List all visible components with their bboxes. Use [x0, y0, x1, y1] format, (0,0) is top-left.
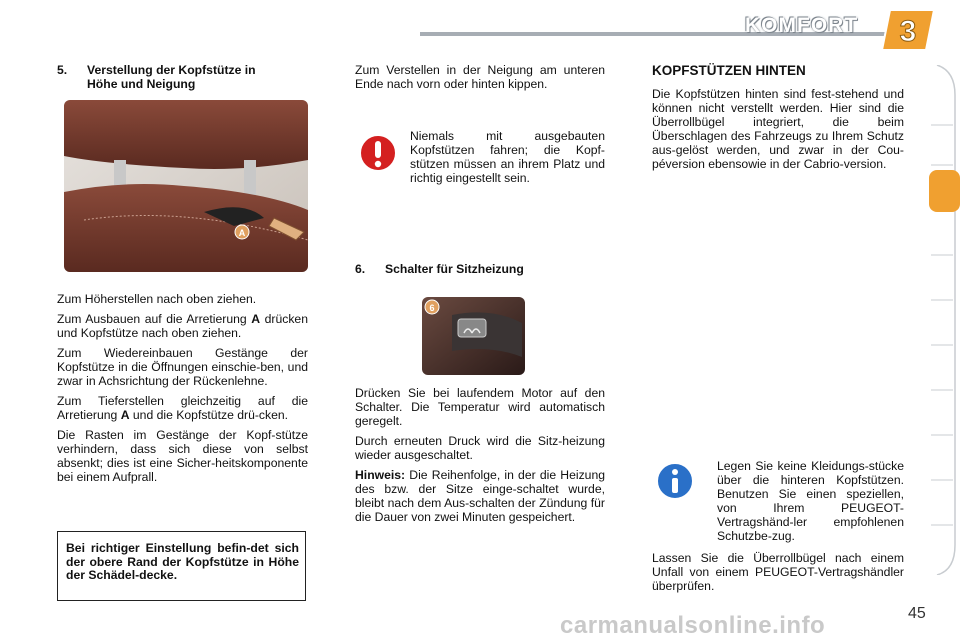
section6-body: [355, 386, 605, 530]
paragraph: Zum Ausbauen auf die Arretierung A drücken und Kopfstütze nach oben ziehen.: [57, 312, 308, 340]
paragraph: Drücken Sie bei laufendem Motor auf den Schalter. Die Temperatur wird automatisch geregelt.: [355, 386, 605, 428]
exclamation-warning-icon: [358, 133, 398, 173]
info-text: Legen Sie keine Kleidungs-stücke über die hinteren Kopfstützen. Benutzen Sie einen speziellen, von Ihrem PEUGEOT-Vertragshänd-ler empfohlenen Schutzbe-zug.: [717, 459, 904, 543]
chapter-tabs[interactable]: [925, 65, 960, 575]
section6-heading: 6. Schalter für Sitzheizung: [355, 262, 524, 276]
tilt-text: Zum Verstellen in der Neigung am unteren Ende nach vorn oder hinten kippen.: [355, 63, 605, 91]
watermark: carmanualsonline.info: [560, 612, 826, 639]
paragraph: Zum Höherstellen nach oben ziehen.: [57, 292, 257, 306]
warning-text: Niemals mit ausgebauten Kopfstützen fahren; die Kopf-stützen müssen an ihrem Platz und richtig eingestellt sein.: [410, 129, 605, 185]
rear-headrests-title: KOPFSTÜTZEN HINTEN: [652, 63, 806, 78]
paragraph: Zum Wiedereinbauen Gestänge der Kopfstütze in die Öffnungen einschie-ben, und zwar in Achsrichtung der Rückenlehne.: [57, 346, 308, 388]
page-number: 45: [908, 605, 926, 622]
section5-body: [57, 292, 308, 490]
paragraph: Durch erneuten Druck wird die Sitz-heizung wieder ausgeschaltet.: [355, 434, 605, 462]
info-icon: [655, 461, 695, 501]
seat-heating-switch-photo: [422, 297, 525, 375]
section5-heading: 5. Verstellung der Kopfstütze in Höhe und Neigung: [57, 63, 256, 91]
rear-headrests-text: Die Kopfstützen hinten sind fest-stehend und können nicht verstellt werden. Hier sind die Überrollbügel integriert, die beim Überschlagen des Fahrzeugs zu Ihrem Schutz aus-gelöst werden, und zwar in der Cou-péversion ebensowie in der Cabrio-version.: [652, 87, 904, 171]
paragraph: Die Rasten im Gestänge der Kopf-stütze verhindern, dass sich diese von selbst absenkt; dies ist eine Sicher-heitskomponente bei einem Aufprall.: [57, 428, 308, 484]
paragraph: Hinweis: Die Reihenfolge, in der die Heizung des bzw. der Sitze einge-schaltet wurde, bleibt nach dem Aus-schalten der Zündung für die Dauer von zwei Minuten gespeichert.: [355, 468, 605, 524]
headrest-photo: [64, 100, 308, 272]
marker-a: A: [238, 228, 246, 238]
chapter-number: 3: [899, 15, 917, 48]
note-box: Bei richtiger Einstellung befin-det sich der obere Rand der Kopfstütze in Höhe der Schädel-decke.: [57, 531, 306, 601]
chapter-number-badge: [880, 8, 936, 52]
rollbar-check-text: Lassen Sie die Überrollbügel nach einem Unfall von einem PEUGEOT-Vertragshändler überprüfen.: [652, 551, 904, 593]
marker-6: 6: [429, 303, 435, 313]
paragraph: Zum Tieferstellen gleichzeitig auf die Arretierung A und die Kopfstütze drü-cken.: [57, 394, 308, 422]
active-chapter-tab: [929, 170, 960, 212]
chapter-title: KOMFORT: [745, 14, 859, 37]
